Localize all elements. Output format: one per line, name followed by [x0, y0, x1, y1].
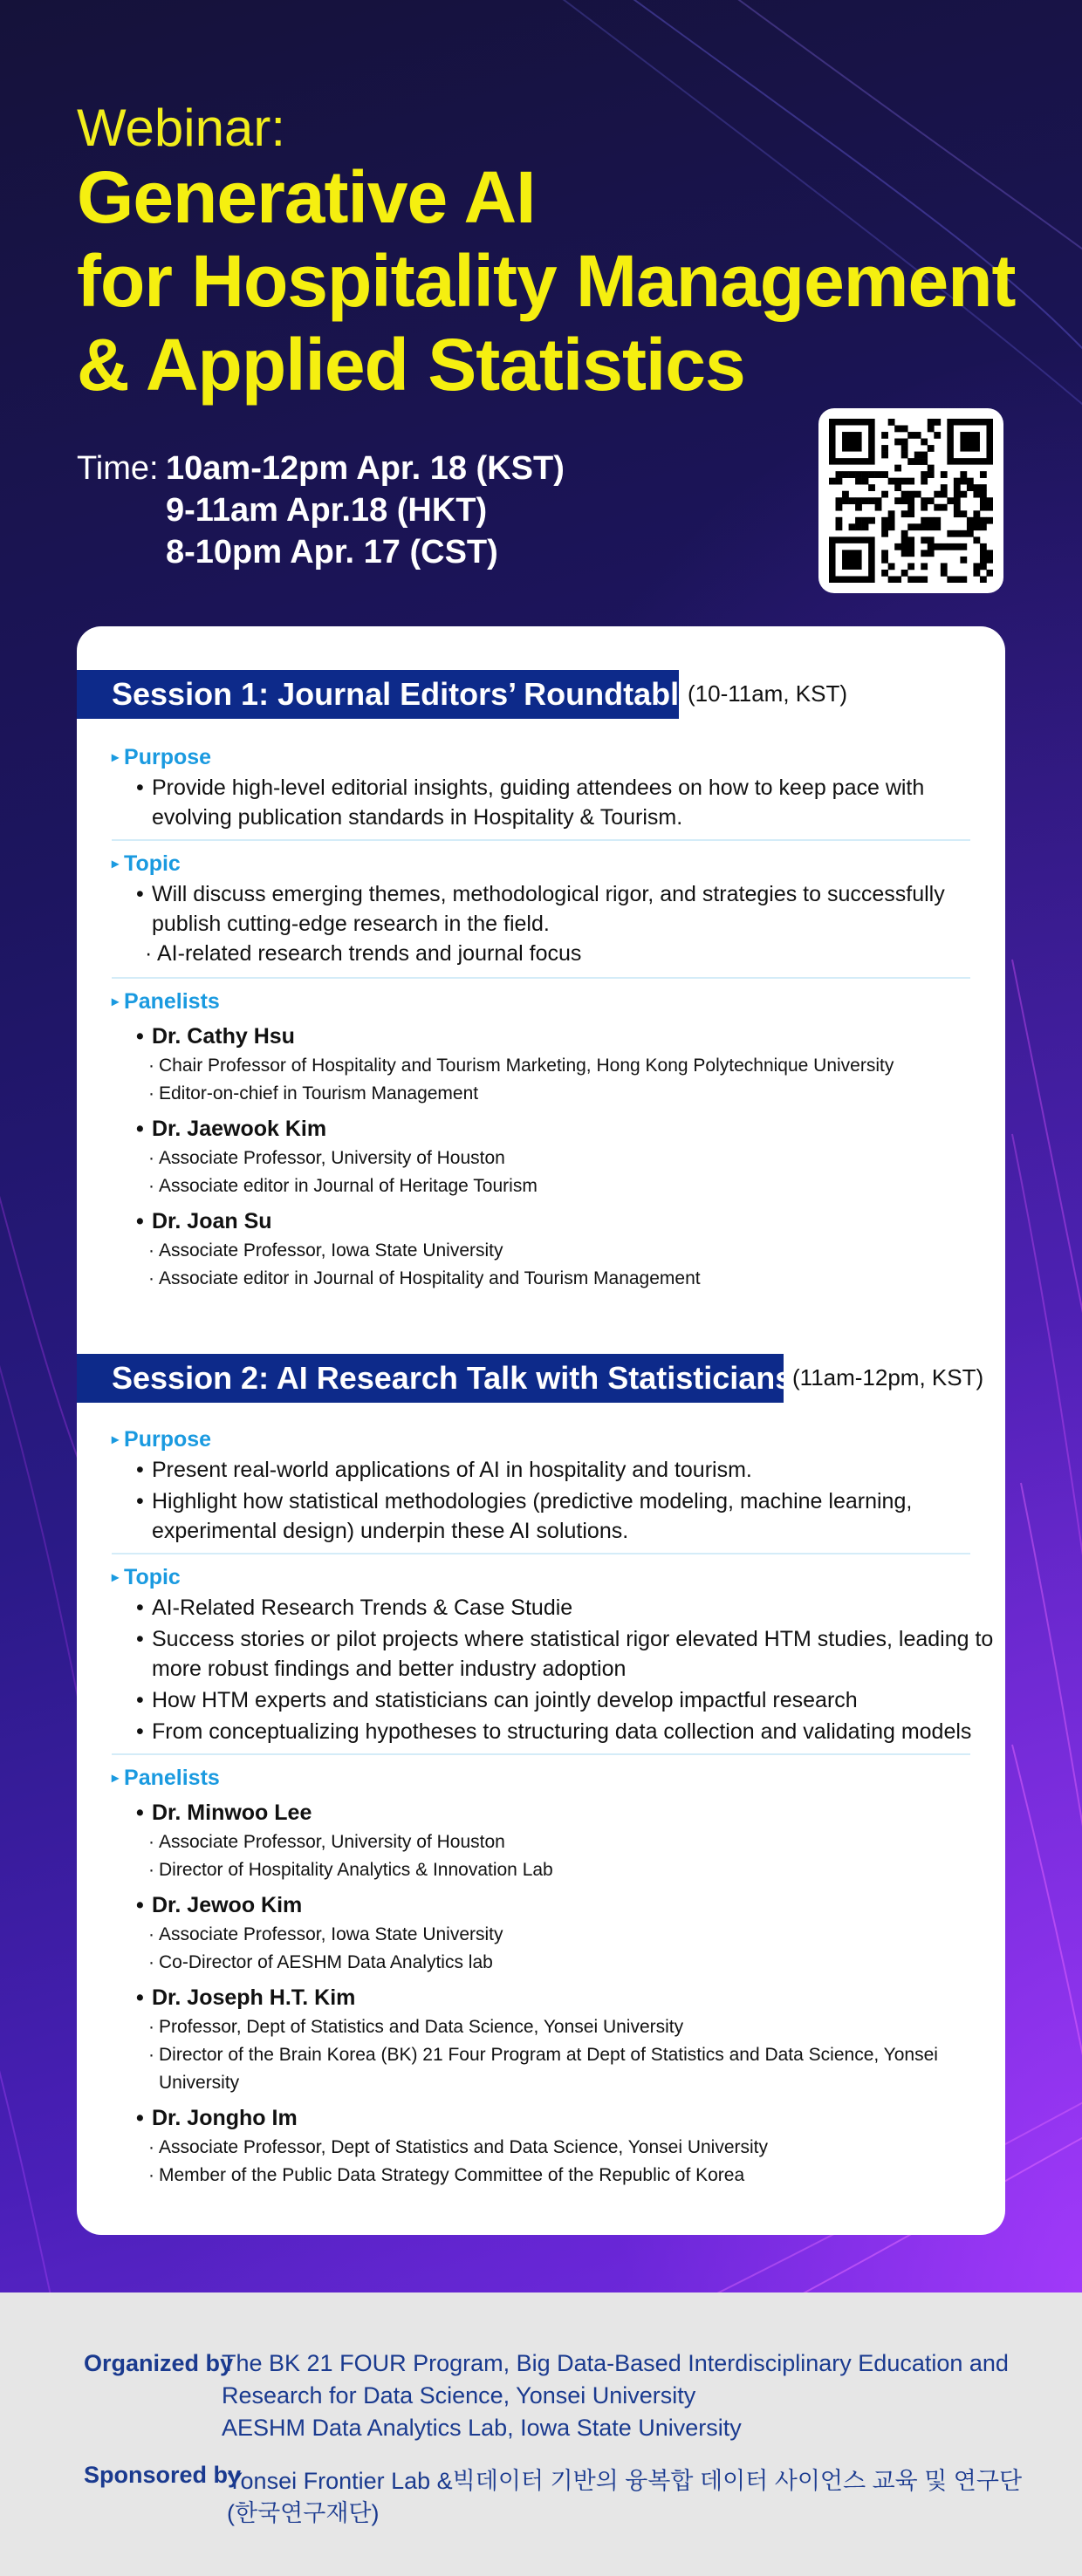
panelist-name: • Dr. Joan Su	[136, 1209, 272, 1233]
session1-topic-subitem: · AI-related research trends and journal focus	[145, 941, 582, 966]
agenda-card	[77, 626, 1005, 2235]
session2-topic-item-cont: more robust findings and better industry adoption	[152, 1657, 627, 1681]
triangle-icon: ▸	[112, 857, 120, 871]
organized-by-label: Organized by	[84, 2350, 234, 2376]
organizer-line: AESHM Data Analytics Lab, Iowa State University	[222, 2415, 742, 2441]
divider	[112, 839, 970, 841]
panelist-role-cont: University	[159, 2073, 240, 2093]
panelist-role: · Professor, Dept of Statistics and Data Science, Yonsei University	[148, 2017, 684, 2037]
triangle-icon: ▸	[112, 1570, 120, 1585]
session2-topic-item: • Success stories or pilot projects where statistical rigor elevated HTM studies, leading to	[136, 1627, 994, 1651]
session2-topic-item: • From conceptualizing hypotheses to structuring data collection and validating models	[136, 1719, 972, 1744]
title-line-3: & Applied Statistics	[77, 324, 745, 406]
session1-topic-item-cont: publish cutting-edge research in the field.	[152, 912, 550, 936]
panelist-name: • Dr. Jewoo Kim	[136, 1893, 303, 1917]
session1-topic-heading: ▸ Topic	[112, 851, 181, 876]
panelist-role: · Director of the Brain Korea (BK) 21 Four Program at Dept of Statistics and Data Science, Yonsei	[148, 2045, 938, 2065]
session2-purpose-item: • Highlight how statistical methodologies (predictive modeling, machine learning,	[136, 1489, 913, 1513]
panelist-name: • Dr. Joseph H.T. Kim	[136, 1985, 356, 2010]
panelist-role: · Associate Professor, University of Houston	[148, 1148, 505, 1168]
title-line-2: for Hospitality Management	[77, 240, 1016, 322]
panelist-role: · Associate Professor, Iowa State University	[148, 1924, 503, 1944]
session1-panelists-heading: ▸ Panelists	[112, 989, 220, 1014]
organizer-line: The BK 21 FOUR Program, Big Data-Based Interdisciplinary Education and	[222, 2350, 1009, 2376]
time-kst: 10am-12pm Apr. 18 (KST)	[166, 450, 565, 487]
triangle-icon: ▸	[112, 1771, 120, 1786]
title-line-1: Generative AI	[77, 156, 536, 238]
panelist-role: · Chair Professor of Hospitality and Tourism Marketing, Hong Kong Polytechnique University	[148, 1056, 894, 1076]
panelist-role: · Director of Hospitality Analytics & Innovation Lab	[148, 1860, 553, 1880]
session2-time: (11am-12pm, KST)	[792, 1364, 984, 1390]
sponsor-line: Yonsei Frontier Lab &빅데이터 기반의 융복합 데이터 사이언스 교육 및 연구단	[227, 2468, 1023, 2494]
panelist-role: · Associate editor in Journal of Heritage Tourism	[148, 1176, 538, 1196]
panelist-role: · Associate Professor, Iowa State University	[148, 1240, 503, 1261]
session1-title: Session 1: Journal Editors’ Roundtable	[77, 670, 679, 719]
divider	[112, 977, 970, 979]
session1-purpose-heading: ▸ Purpose	[112, 745, 212, 769]
triangle-icon: ▸	[112, 994, 120, 1009]
time-cst: 8-10pm Apr. 17 (CST)	[166, 534, 498, 571]
triangle-icon: ▸	[112, 1432, 120, 1447]
panelist-name: • Dr. Jaewook Kim	[136, 1117, 327, 1141]
session2-purpose-item: • Present real-world applications of AI in hospitality and tourism.	[136, 1458, 752, 1482]
session1-time: (10-11am, KST)	[688, 680, 848, 707]
session2-purpose-item-cont: experimental design) underpin these AI solutions.	[152, 1519, 629, 1543]
panelist-role: · Associate Professor, Dept of Statistics and Data Science, Yonsei University	[148, 2137, 769, 2157]
sponsor-line: (한국연구재단)	[227, 2500, 380, 2526]
session2-panelists-heading: ▸ Panelists	[112, 1766, 220, 1790]
panelist-role: · Associate editor in Journal of Hospitality and Tourism Management	[148, 1268, 701, 1288]
session2-topic-item: • AI-Related Research Trends & Case Studie	[136, 1595, 573, 1620]
time-label: Time:	[77, 450, 159, 487]
triangle-icon: ▸	[112, 750, 120, 765]
organizer-line: Research for Data Science, Yonsei University	[222, 2382, 696, 2409]
time-hkt: 9-11am Apr.18 (HKT)	[166, 492, 488, 529]
qr-code-icon[interactable]	[818, 408, 1003, 593]
webinar-label: Webinar:	[77, 99, 286, 157]
panelist-role: · Co-Director of AESHM Data Analytics lab	[148, 1952, 493, 1972]
session1-purpose-item-cont: evolving publication standards in Hospitality & Tourism.	[152, 805, 683, 830]
panelist-name: • Dr. Minwoo Lee	[136, 1800, 312, 1825]
sponsored-by-label: Sponsored by	[84, 2462, 242, 2488]
panelist-name: • Dr. Jongho Im	[136, 2106, 298, 2130]
panelist-name: • Dr. Cathy Hsu	[136, 1024, 295, 1049]
session1-purpose-item: • Provide high-level editorial insights, guiding attendees on how to keep pace with	[136, 776, 925, 800]
divider	[112, 1553, 970, 1554]
footer	[0, 2292, 1082, 2576]
divider	[112, 1753, 970, 1755]
session2-purpose-heading: ▸ Purpose	[112, 1427, 212, 1452]
panelist-role: · Member of the Public Data Strategy Committee of the Republic of Korea	[148, 2165, 745, 2185]
panelist-role: · Associate Professor, University of Houston	[148, 1832, 505, 1852]
session2-title: Session 2: AI Research Talk with Statisticians	[77, 1354, 784, 1403]
session2-topic-heading: ▸ Topic	[112, 1565, 181, 1589]
session2-topic-item: • How HTM experts and statisticians can jointly develop impactful research	[136, 1688, 858, 1712]
session1-topic-item: • Will discuss emerging themes, methodological rigor, and strategies to successfully	[136, 882, 945, 906]
panelist-role: · Editor-on-chief in Tourism Management	[148, 1083, 479, 1104]
